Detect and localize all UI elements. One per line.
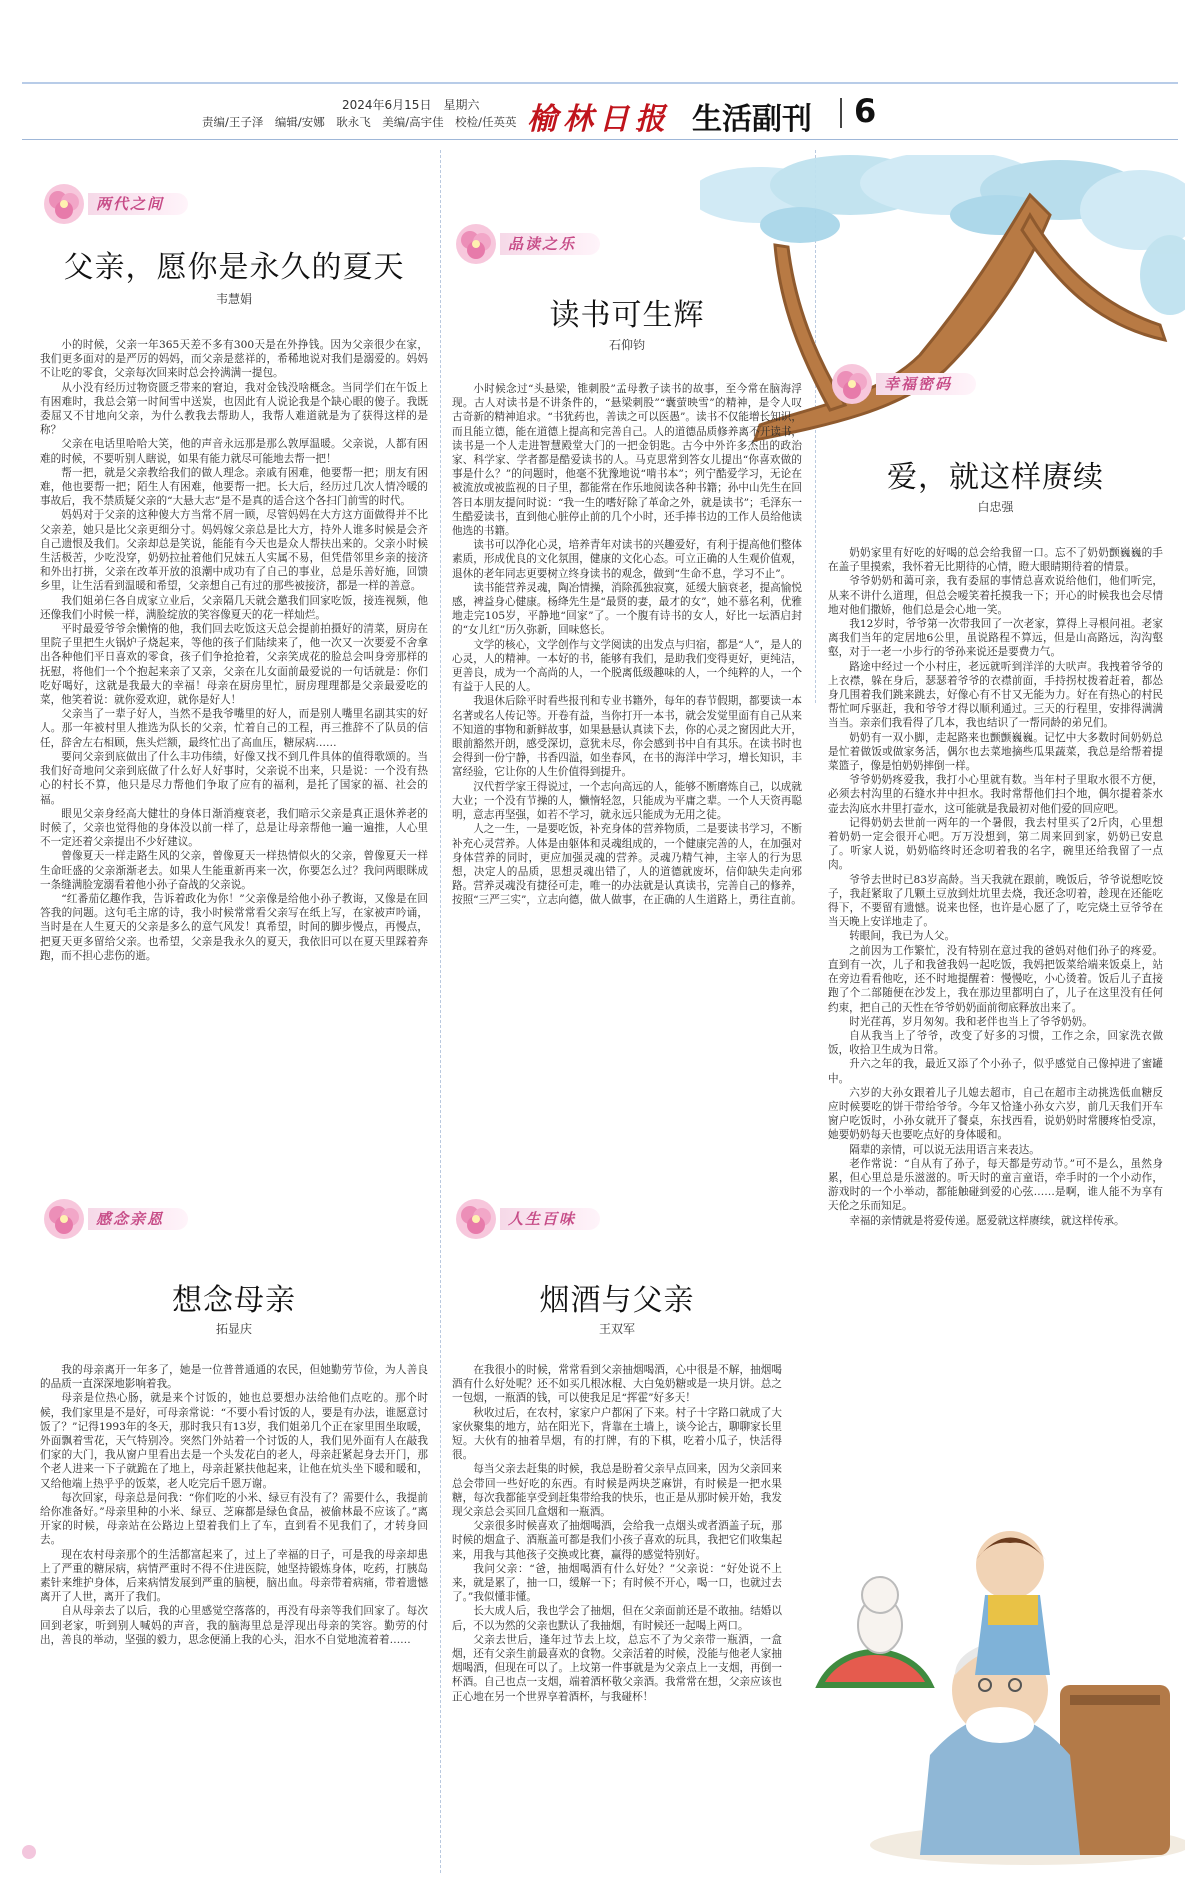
article-missing-mother	[40, 1195, 428, 1885]
article-author: 白忠强	[977, 500, 1014, 514]
paragraph: 在我很小的时候，常常看到父亲抽烟喝酒，心中很是不解，抽烟喝酒有什么好处呢？还不如买几根冰棍、大白兔奶糖或是一块月饼。总之一包烟，一瓶酒的钱，可以使我足足“挥霍”好多天！	[452, 1364, 782, 1405]
article-author: 拓显庆	[215, 1322, 252, 1336]
editor-credits: 责编/王子泽 编辑/安娜 耿永飞 美编/高宇佳 校检/任英英	[202, 115, 517, 129]
paragraph: 曾像夏天一样走路生风的父亲，曾像夏天一样热情似火的父亲，曾像夏天一样生命旺盛的父亲渐渐老去。如果人生能重新再来一次，你要怎么过？我问两眼眯成一条缝满脸宠溺看着他小孙子奋战的父亲说。	[40, 850, 428, 891]
paragraph: 我问父亲：“爸，抽烟喝酒有什么好处？”父亲说：“好处说不上来，就是累了，抽一口，缓解一下；有时候不开心，喝一口，也就过去了。”我似懂非懂。	[452, 1562, 782, 1604]
article-body	[452, 1363, 782, 1883]
paragraph: 人之一生，一是要吃饭，补充身体的营养物质，二是要读书学习，不断补充心灵营养。人体是由躯体和灵魂组成的，一个健康完善的人，在加强对身体营养的同时，更应加强灵魂的营养。灵魂乃精气神，主宰人的行为思想，决定人的品质，思想灵魂出错了，人的道德就废坏，信仰缺失走向邪路。营养灵魂没有捷径可走，唯一的办法就是认真读书，完善自己的修养，按照“三严三实”，立志向德，做人做事，在正确的人生道路上，勇往直前。	[452, 823, 802, 907]
column-tag-label: 人生百味	[500, 1208, 600, 1230]
column-tag-label: 两代之间	[88, 193, 188, 215]
column-tag	[40, 180, 190, 228]
paragraph: 帮一把，就是父亲教给我们的做人理念。亲戚有困难，他要帮一把；朋友有困难，他也要帮一把；陌生人有困难，他要帮一把。长大后，经历过几次人情冷暖的事故后，我不禁质疑父亲的“大悬大志”是不是真的适合这个各扫门前雪的时代。	[40, 466, 428, 508]
corner-decoration	[22, 1845, 36, 1859]
top-rule	[22, 82, 1178, 84]
masthead	[22, 92, 1178, 137]
paragraph: 我的母亲离开一年多了，她是一位普普通通的农民，但她勤劳节俭，为人善良的品质一直深深地影响着我。	[40, 1364, 428, 1391]
article-tobacco-wine-father	[452, 1195, 782, 1885]
paragraph: 父亲很多时候喜欢了抽烟喝酒，会给我一点烟头或者酒盖子玩，那时候的烟盒子、酒瓶盖可都是我们小孩子喜欢的玩具，我把它们收集起来，用我与其他孩子交换或比赛，赢得的感觉特别好。	[452, 1520, 782, 1561]
newspaper-logo: 榆林日报	[527, 102, 671, 137]
article-reading	[452, 170, 802, 1150]
paragraph: 爷爷去世时已83岁高龄。当天我就在跟前，晚饭后，爷爷说想吃饺子，我赶紧取了几颗土豆放到灶坑里去烧，我还念叨着，趁现在还能吃得下，不要留有遗憾。说来也怪，也许是心愿了了，吃完烧土豆爷爷在当天晚上安详地走了。	[828, 873, 1163, 929]
paragraph: 文学的核心，文学创作与文学阅读的出发点与归宿，都是“人”，是人的心灵，人的精神。一本好的书，能够有我们，是助我们变得更好，更纯洁，更善良，成为一个高尚的人，一个脱离低级趣味的人，一个纯粹的人，一个有益于人民的人。	[452, 638, 802, 694]
paragraph: 父亲去世后，逢年过节去上坟，总忘不了为父亲带一瓶酒，一盒烟，还有父亲生前最喜欢的食物。父亲活着的时候，没能与他老人家抽烟喝酒，但现在可以了。上坟第一件事就是为父亲点上一支烟，再倒一杯酒。自己也点一支烟，端着酒杯敬父亲酒。我常常在想，父亲应该也正心地在另一个世界享着酒杯，与我碰杯！	[452, 1633, 782, 1703]
flower-icon	[40, 180, 88, 228]
column-tag	[828, 360, 978, 408]
paragraph: 妈妈对于父亲的这种傻大方当常不屑一顾，尽管妈妈在大方这方面做得并不比父亲差，她只是比父亲更细分寸。妈妈嫁父亲总是比大方，持外人谁多时候是会齐自己遗恨及我们。父亲却总是笑说，能能有今天也是众人帮扶出来的。父亲小时候生活极苦，少吃没穿，奶奶拉扯着他们兄妹五人实属不易，但凭借邻里乡亲的接济和外出打拼，父亲在改革开放的浪潮中成功有了自己的事业，总是乐善好施，回馈乡里，让生活看到温暖和希望，父亲想自己有过的那些被接济，都是一样的善意。	[40, 509, 428, 593]
paragraph: 时光荏苒，岁月匆匆。我和老伴也当上了爷爷奶奶。	[849, 1015, 1093, 1028]
article-author: 韦慧娟	[215, 292, 252, 306]
paragraph: 老作常说：“自从有了孙子，每天都是劳动节。”可不是么，虽然身累，但心里总是乐滋滋的。听天时的童言童语，牵手时的一个小动作，游戏时的一个小举动，都能触碰到爱的心弦……是啊，谁人能不为享有天伦之乐而知足。	[828, 1157, 1163, 1213]
paragraph: 奶奶有一双小脚，走起路来也颤颤巍巍。记忆中大多数时间奶奶总是忙着做饭或做家务活，偶尔也去菜地摘些瓜果蔬菜，我总是给帮着提菜篮子，像是怕奶奶摔倒一样。	[828, 731, 1163, 773]
paragraph: 长大成人后，我也学会了抽烟，但在父亲面前还是不敢抽。结婚以后，不以为然的父亲也默认了我抽烟，有时候还一起喝上两口。	[452, 1605, 782, 1632]
paragraph: 隔辈的亲情，可以说无法用语言来表达。	[849, 1143, 1040, 1156]
column-tag	[40, 1195, 190, 1243]
article-author: 王双军	[598, 1322, 635, 1336]
paragraph: 爷爷奶奶疼爱我，我打小心里就有数。当年村子里取水很不方便，必须去村沟里的石缝水井中担水。我时常帮他们扫个地，偶尔提着茶水壶去沟底水井里打壶水，这可能就是我最初对他们爱的回应吧。	[828, 774, 1163, 815]
article-body	[40, 1363, 428, 1883]
article-title: 烟酒与父亲	[539, 1283, 695, 1318]
article-author: 石仰钧	[608, 338, 645, 352]
paragraph: 升六之年的我，最近又添了个小孙子，似乎感觉自己像掉进了蜜罐中。	[828, 1058, 1163, 1085]
paragraph: 读书能营养灵魂，陶冶情操，消除孤独寂寞，延缓大脑衰老，提高愉悦感，裨益身心健康。杨绛先生是“最贤的妻，最才的女”，她不慕名利，优雅地走完105岁，平静地“回家”了。一个腹有诗书的女人，好比一坛酒启封的“女儿红”历久弥新，回味悠长。	[452, 581, 802, 637]
title-separator	[840, 98, 842, 128]
column-tag	[452, 1195, 602, 1243]
paragraph: 每当父亲去赶集的时候，我总是盼着父亲早点回来，因为父亲回来总会带回一些好吃的东西。有时候是两块芝麻饼，有时候是一把水果糖，每次我都能享受到赶集带给我的快乐，也正是从那时候开始，我发现父亲总会买回几盒烟和一瓶酒。	[452, 1463, 782, 1519]
article-love-continues	[828, 360, 1163, 1460]
article-body	[40, 338, 428, 1338]
column-tag-label: 感念亲恩	[88, 1208, 188, 1230]
paragraph: 路途中经过一个小村庄，老远就听到洋洋的大吠声。我拽着爷爷的上衣襟，躲在身后，瑟瑟着爷爷的衣襟前面，手持拐杖拨着赶着，都怂身几围着我们跳来跳去，好像心有不甘又无能为力。好在有热心的村民帮忙呵斥驱赶，我和爷爷才得以顺利通过。三天的行程里，安排得满满当当。亲亲们我看得了几本，我也结识了一帮同龄的弟兄们。	[828, 660, 1163, 730]
paragraph: 爷爷奶奶和蔼可亲，我有委屈的事情总喜欢说给他们，他们听完，从来不讲什么道理，但总会嗳笑着托摸我一下；开心的时候我也会尽情地对他们撒娇，他们总是会心地一笑。	[828, 575, 1163, 616]
column-separator	[440, 150, 441, 1873]
masthead-rule	[22, 139, 1178, 140]
section-title: 生活副刊	[692, 102, 812, 137]
paragraph: 汉代哲学家王得说过，一个志向高远的人，能够不断磨炼自己，以成就大业；一个没有节操的人，懒惰轻忽，只能成为平庸之辈。一个人天资再聪明，意志再坚强，如若不学习，就永远只能成为无用之徒。	[452, 780, 802, 822]
article-title: 读书可生辉	[549, 298, 705, 333]
column-tag-label: 品读之乐	[500, 233, 600, 255]
paragraph: 父亲当了一辈子好人，当然不是我爷嘴里的好人，而是别人嘴里名副其实的好人。那一年被村里人推选为队长的父亲，忙着自己的工程，再三推辞不了队员的信任，辞舍左右相顾，焦头烂额，最终忙出了高血压，糖尿病……	[40, 708, 428, 749]
flower-icon	[40, 1195, 88, 1243]
paragraph: 幸福的亲情就是将爱传递。愿爱就这样赓续，就这样传承。	[849, 1214, 1125, 1227]
paragraph: 平时最爱爷爷余懒惰的他，我们回去吃饭这天总会提前拍摄好的清菜，厨房在里院子里把生火锅炉子烧起来，等他的孩子们陆续来了，他一次又一次要爱不舍拿出各种他们平日喜欢的零食，孩子们争抢抢着，父亲笑成花的脸总会叫身旁那样的抚慰，将他们一个个抱起来亲了又亲，父亲在儿女面前最爱说的一句话就是：你们吃好喝好，这就是我最大的幸福！母亲在厨房里忙，厨房理理都是父亲最爱吃的菜，他笑着说：就你爱欢迎，就你是好人！	[40, 623, 428, 707]
article-title: 想念母亲	[172, 1283, 296, 1318]
page-number: 6	[854, 92, 877, 130]
paragraph: “红番茄亿趣作我，告诉着政化为你！”父亲像是给他小孙子教诲，又像是在回答我的问题。这句毛主席的诗，我小时候常常看父亲写在纸上写，在家被声吟诵，当时是在人生夏天的父亲是多么的意气风发！真希望，时间的脚步慢点，再慢点，把夏天更多留给父亲。也希望，父亲是我永久的夏天，我依旧可以在夏天里踩着奔跑，而不担心悲伤的逝。	[40, 892, 428, 962]
paragraph: 小的时候，父亲一年365天差不多有300天是在外挣钱。因为父亲很少在家，我们更多面对的是严厉的妈妈，而父亲是慈祥的，希稀地说对我们是溺爱的。妈妈不让吃的零食，父亲每次回来时总会拎满满一提包。	[40, 339, 428, 380]
column-tag	[452, 220, 602, 268]
paragraph: 母亲是位热心肠，就是来个讨饭的，她也总要想办法给他们点吃的。那个时候，我们家里是不是好，可母亲常说：“不要小看讨饭的人，要是有办法，谁愿意讨饭了？”记得1993年的冬天，那时我只有13岁，我们姐弟几个正在家里围坐取暖，外面飘着雪花，天气特别冷。突然门外站着一个讨饭的人，我们见外面有人在敲我们家的大门，我从窗户里看出去是一个头发花白的老人，母亲赶紧起身去开门，那个老人进来一下子就跪在了地上，母亲赶紧扶他起来，让他在炕头坐下暖和暖和，又给他端上热乎乎的饭菜，老人吃完后千恩万谢。	[40, 1392, 428, 1490]
article-body	[452, 382, 802, 1332]
paragraph: 从小没有经历过物资匮乏带来的窘迫，我对金钱没啥概念。当同学们在午饭上有困难时，我总会第一时间雪中送炭，也因此有人说论我是个缺心眼的傻子。我既委屈又不甘地向父亲，为什么教我去帮助人，我帮人难道就是为了获得这样的是称？	[40, 381, 428, 437]
issue-date: 2024年6月15日 星期六	[342, 98, 480, 112]
paragraph: 眼见父亲身经高大健壮的身体日渐消瘦衰老，我们暗示父亲是真正退休养老的时候了，父亲也觉得他的身体没以前一样了，总是让母亲帮他一遍一遍推，人心里不一定还着父亲提出不少好建议。	[40, 807, 428, 849]
flower-icon	[828, 360, 876, 408]
flower-icon	[452, 1195, 500, 1243]
article-father-summer	[40, 170, 428, 1150]
article-title: 爱，就这样赓续	[887, 460, 1104, 495]
paragraph: 秋收过后，在农村，家家户户都闲了下来。村子十字路口就成了大家伙聚集的地方，站在阳光下，背靠在土墙上，谈今论古，聊聊家长里短。大伙有的抽着旱烟，有的打牌，有的下棋，吃着小瓜子，快活得很。	[452, 1406, 782, 1462]
paragraph: 我们姐弟仨各自成家立业后，父亲隔几天就会邀我们回家吃饭，接连视频，他还像我们小时候一样，满脸绽放的笑容像夏天的花一样灿烂。	[40, 594, 428, 621]
article-body	[828, 546, 1163, 1546]
paragraph: 现在农村母亲那个的生活都富起来了，过上了幸福的日子，可是我的母亲却患上了严重的糖尿病，病情严重时不得不住进医院，她坚持锻炼身体，吃药，打胰岛素针来维护身体，后来病情发展到严重的脑梗，脑出血。母亲带着病痛，带着遗憾离开了人世，离开了我们。	[40, 1548, 428, 1604]
paragraph: 读书可以净化心灵，培养青年对读书的兴趣爱好，有利于提高他们整体素质，形成优良的文化氛围，健康的文化心态。可立正确的人生观价值观，退休的老年同志更要树立终身读书的观念，做到“生命不息，学习不止”。	[452, 539, 802, 580]
paragraph: 奶奶家里有好吃的好喝的总会给我留一口。忘不了奶奶颤巍巍的手在盖子里摸索，我怀着无比期待的心情，瞪大眼睛期待着的情景。	[828, 547, 1163, 574]
paragraph: 小时候念过“头悬梁，锥刺股”孟母教子读书的故事，至今常在脑海浮现。古人对读书是不讲条件的，“悬梁刺股”“囊萤映雪”的精神，是令人叹古奇新的精神追求。“书犹药也，善读之可以医愚”。读书不仅能增长知识，而且能立德，能在道德上提高和完善自己。人的道德品质修养离不开读书，读书是一个人走进智慧殿堂大门的一把金钥匙。古今中外许多杰出的政治家、科学家、学者都是酷爱读书的人。马克思常到答女儿提出“你喜欢做的事是什么？”的问题时，他毫不犹豫地说“啃书本”；列宁酷爱学习，无论在被流放或被监视的日子里，都能常在作乐地阅读各种书籍；孙中山先生在回答日本朋友提问时说：“我一生的嗜好除了革命之外，就是读书”；毛泽东一生酷爱读书，直到他心脏停止前的几个小时，还手捧书边的工作人员给他读他选的书籍。	[452, 383, 802, 538]
paragraph: 我退休后除平时看些报刊和专业书籍外，每年的春节假期，都要读一本名著或名人传记等。开卷有益，当你打开一本书，就会发觉里面有自己从来不知道的事物和新鲜故事，如果悬悬认真读下去，你的心灵之窗因此大开，眼前豁然开朗，感受深切，意犹未尽，你会感到书中自有其乐。在读书时也会得到一份宁静，书香四溢，如坐春风，在书的海洋中学习，增长知识，丰富经验，它让你的人生价值得到提升。	[452, 695, 802, 779]
paragraph: 父亲在电话里哈哈大笑，他的声音永远那是那么敦厚温暖。父亲说，人都有困难的时候，不要听别人瞎说，如果有能力就尽可能地去帮一把！	[40, 438, 428, 465]
grandpa-child-icon	[820, 1531, 1185, 1865]
article-title: 父亲，愿你是永久的夏天	[63, 250, 405, 285]
paragraph: 我12岁时，爷爷第一次带我回了一次老家，算得上寻根问祖。老家离我们当年的定居地6公里，虽说路程不算远，但是山高路远，沟沟壑壑，对于一老一小步行的爷孙来说还是要费力气。	[828, 618, 1163, 659]
column-tag-label: 幸福密码	[876, 373, 976, 395]
paragraph: 六岁的大孙女跟着儿子儿媳去超市，自己在超市主动挑选低血糖反应时候要吃的饼干带给爷爷。今年又恰逢小孙女六岁，前几天我们开车窗户吃饭时，小孙女就开了餐桌，东找西看，说奶奶时常腰疼怕受凉，她要奶奶每天也要吃点好的身体暖和。	[828, 1086, 1163, 1142]
paragraph: 要问父亲到底做出了什么丰功伟绩，好像又找不到几件具体的值得歌颂的。当我们好奇地问父亲到底做了什么好人好事时，父亲说不出来，只是说：一个没有热心的村长不算，他只是尽力帮他们争取了应有的福利，是托了国家的福、社会的福。	[40, 750, 428, 806]
paragraph: 自从母亲去了以后，我的心里感觉空落落的，再没有母亲等我们回家了。每次回到老家，听到别人喊妈的声音，我的脑海里总是浮现出母亲的笑容。勤劳的付出，善良的举动，坚强的毅力，思念便涌上我的心头，泪水不自觉地流着着……	[40, 1605, 428, 1646]
flower-icon	[452, 220, 500, 268]
paragraph: 转眼间，我已为人父。	[849, 930, 956, 943]
paragraph: 之前因为工作繁忙，没有特别在意过我的爸妈对他们孙子的疼爱。直到有一次，儿子和我爸我妈一起吃饭，我妈把饭菜给端来饭桌上，站在旁边看看他吃，还不时地提醒着：慢慢吃，小心烫着。饭后儿子直接跑了个二部随便在沙发上，我在那边里都明白了，儿子在这里没有任何约束，把自己的天性在爷爷奶奶面前彻底释放出来了。	[828, 944, 1163, 1014]
paragraph: 记得奶奶去世前一两年的一个暑假，我去村里买了2斤肉，心里想着奶奶一定会很开心吧。万万没想到，第二周来回到家，奶奶已安息了。听家人说，奶奶临终时还念叨着我的名字，碗里还给我留了一点肉。	[828, 816, 1163, 872]
paragraph: 每次回家，母亲总是问我：“你们吃的小米、绿豆有没有了？需要什么，我提前给你准备好。”母亲里种的小米、绿豆、芝麻都是绿色食品，被偷林最不应该了。”离开家的时候，母亲站在公路边上望着我们上了车，直到看不见我们了，才转身回去。	[40, 1491, 428, 1547]
paragraph: 自从我当上了爷爷，改变了好多的习惯，工作之余，回家洗衣做饭，收拾卫生成为日常。	[828, 1029, 1163, 1057]
